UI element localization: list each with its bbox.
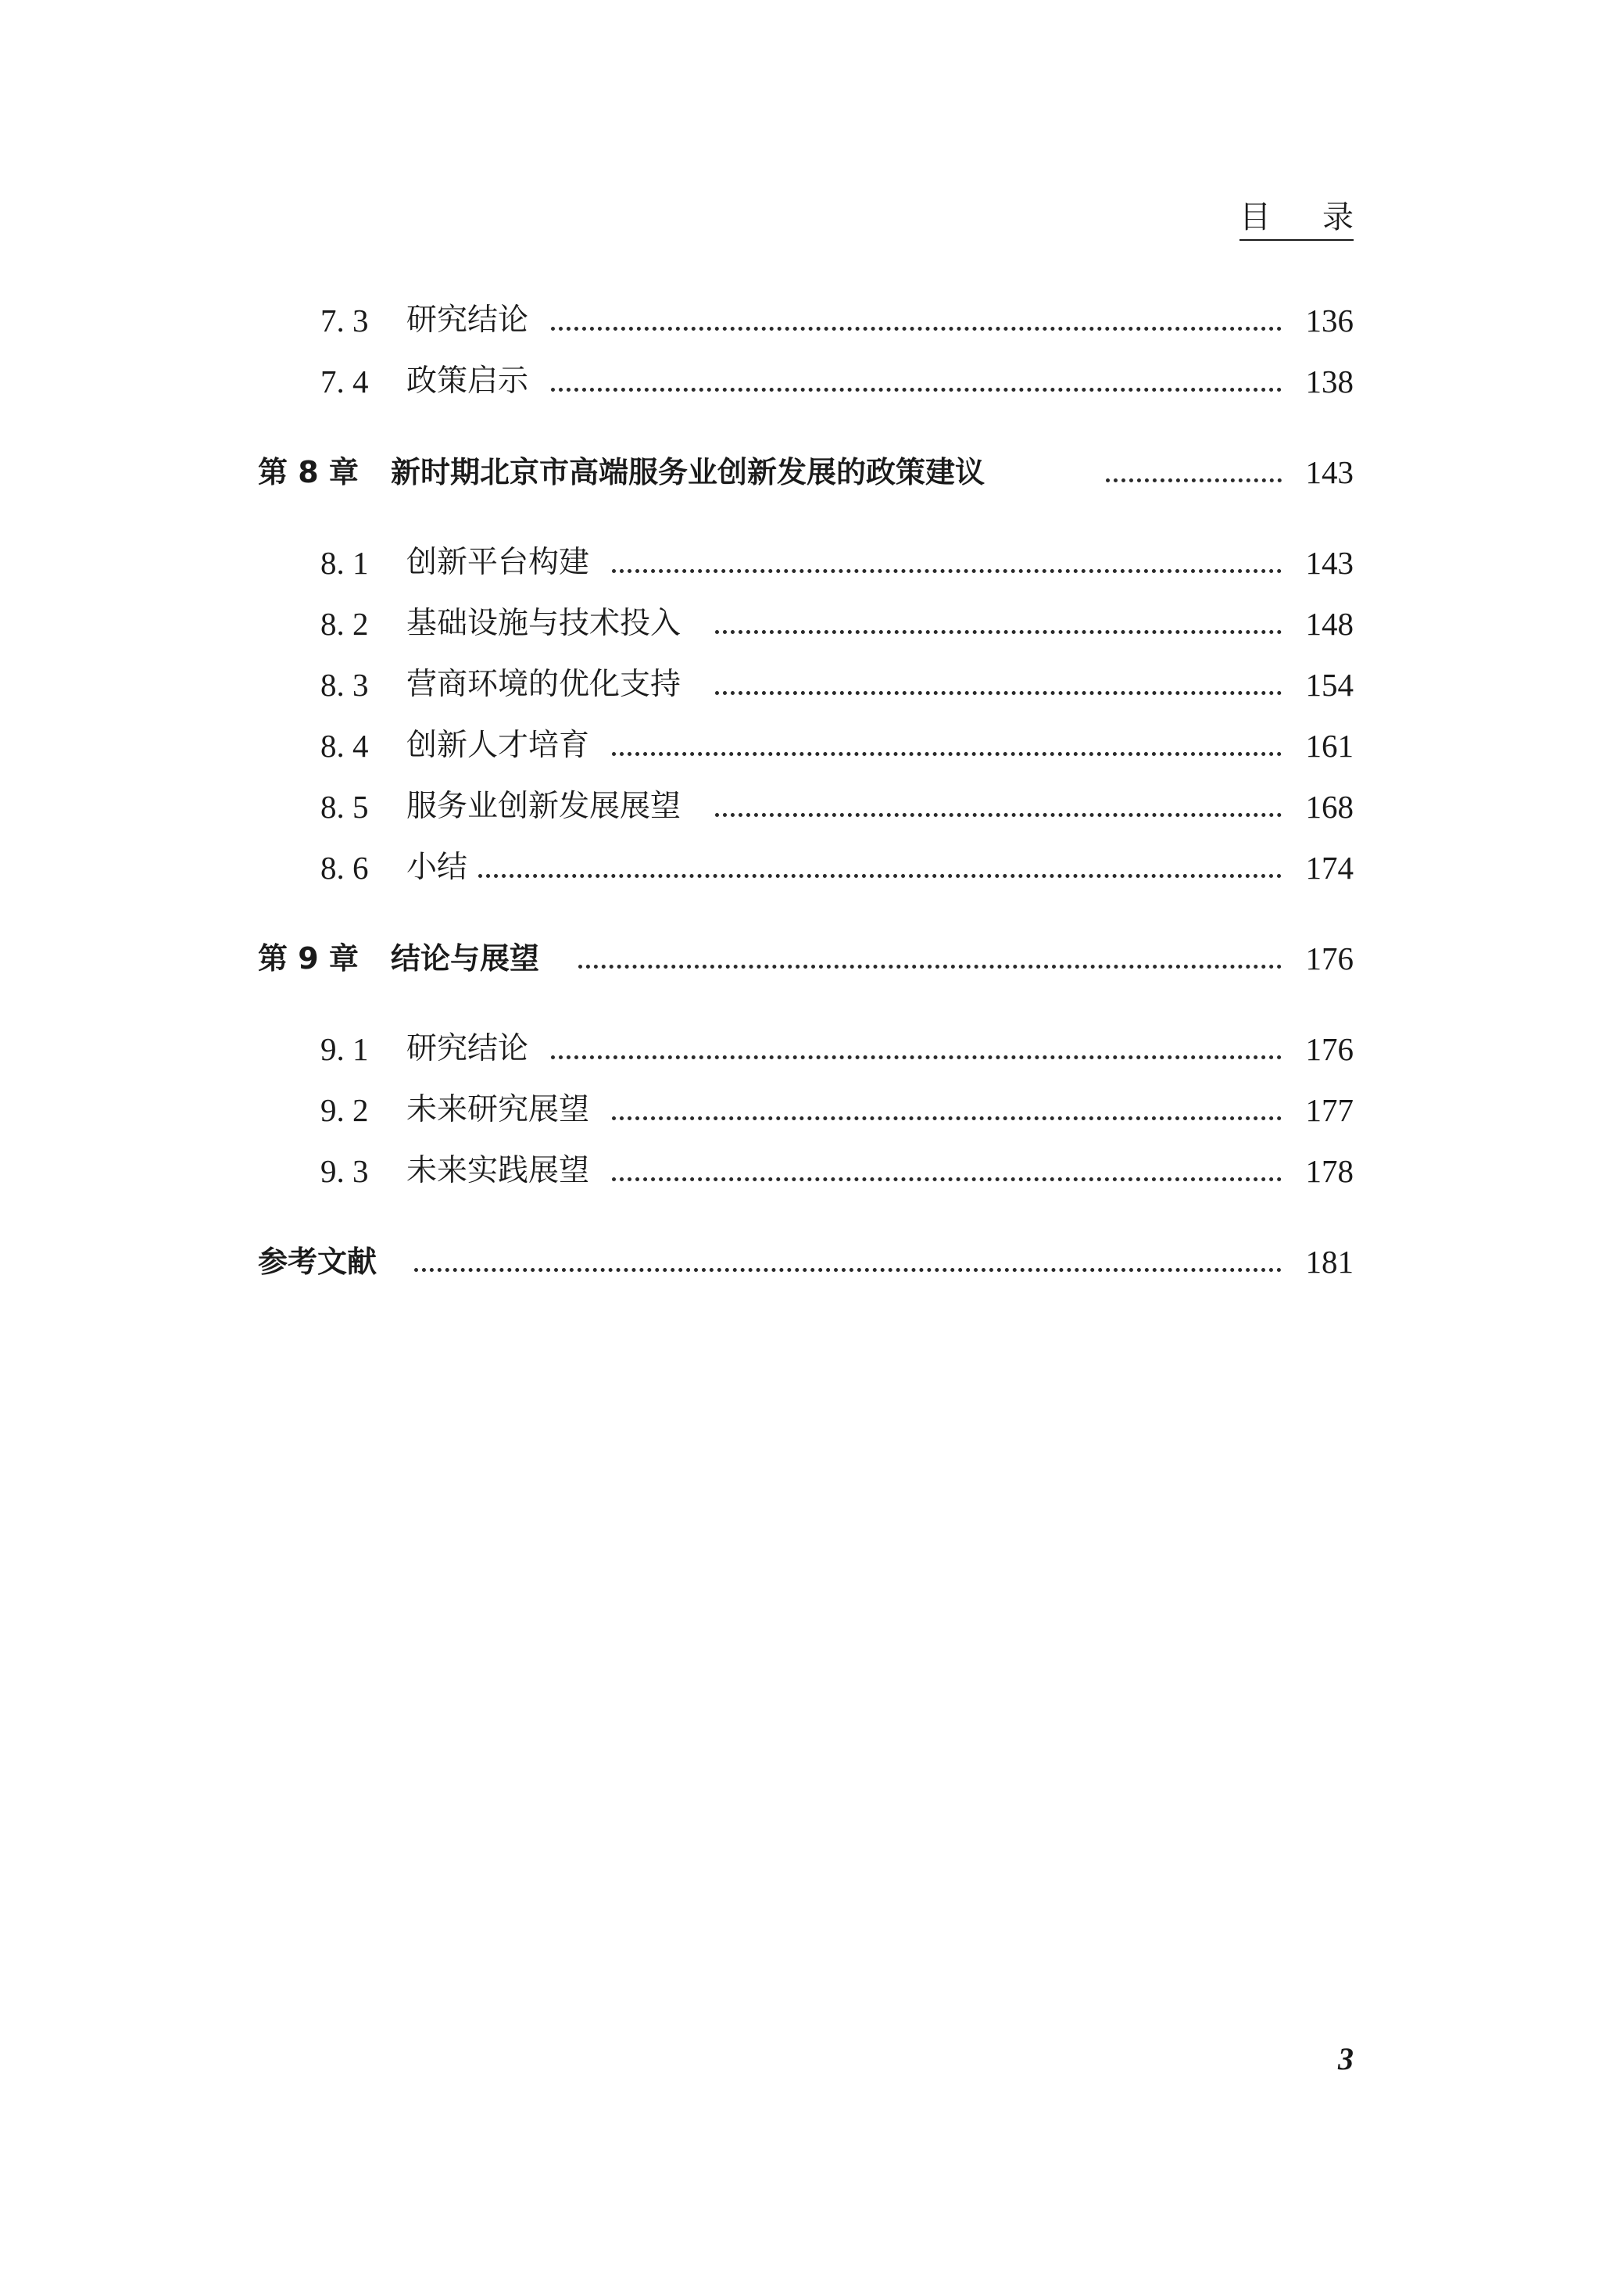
toc-entry-8-5[interactable] (0, 783, 1624, 830)
section-title: 政策启示 (406, 364, 529, 399)
section-title: 未来研究展望 (406, 1092, 590, 1127)
section-title: 未来实践展望 (406, 1153, 590, 1188)
dot-leader (578, 922, 1282, 969)
section-title: 服务业创新发展展望 (406, 789, 681, 824)
section-number: 8. 5 (320, 789, 369, 825)
page-folio: 3 (1338, 2041, 1354, 2076)
page-number: 154 (1305, 667, 1354, 703)
page-number: 143 (1305, 545, 1354, 581)
page-number: 168 (1305, 789, 1354, 825)
chapter-title: 新时期北京市高端服务业创新发展的政策建议 (391, 455, 985, 489)
section-title: 创新平台构建 (406, 545, 590, 580)
toc-chapter-8[interactable] (0, 449, 1624, 496)
dot-leader (612, 709, 1282, 756)
dot-leader (551, 284, 1282, 331)
page-number: 177 (1305, 1092, 1354, 1128)
section-number: 8. 1 (320, 545, 369, 581)
section-number: 9. 2 (320, 1092, 369, 1128)
toc-entry-8-4[interactable] (0, 722, 1624, 769)
toc-entry-7-4[interactable] (0, 358, 1624, 405)
dot-leader (612, 526, 1282, 573)
dot-leader (1106, 435, 1282, 482)
toc-entry-9-2[interactable] (0, 1087, 1624, 1134)
page-number: 181 (1305, 1244, 1354, 1280)
references-title: 参考文献 (258, 1245, 377, 1279)
chapter-number: 第 8 章 (258, 455, 359, 489)
section-title: 研究结论 (406, 1031, 529, 1066)
toc-chapter-9[interactable] (0, 935, 1624, 982)
running-head-right: 录 (1322, 199, 1354, 235)
running-head-left: 目 (1239, 199, 1271, 235)
section-title: 营商环境的优化支持 (406, 667, 681, 702)
page-number: 136 (1305, 303, 1354, 339)
dot-leader (612, 1134, 1282, 1181)
dot-leader (715, 648, 1282, 695)
toc-entry-9-1[interactable] (0, 1026, 1624, 1073)
page-number: 174 (1305, 850, 1354, 886)
chapter-title: 结论与展望 (391, 941, 540, 976)
dot-leader (551, 345, 1282, 392)
section-number: 7. 4 (320, 364, 369, 399)
section-number: 8. 2 (320, 606, 369, 642)
page-number: 176 (1305, 1031, 1354, 1067)
dot-leader (612, 1073, 1282, 1120)
dot-leader (715, 587, 1282, 634)
toc-entry-7-3[interactable] (0, 297, 1624, 344)
page-number: 138 (1305, 364, 1354, 399)
section-number: 8. 4 (320, 728, 369, 764)
dot-leader (478, 831, 1282, 878)
section-number: 8. 3 (320, 667, 369, 703)
toc-entry-8-1[interactable] (0, 539, 1624, 586)
running-head (1239, 195, 1354, 241)
page-number: 176 (1305, 940, 1354, 976)
section-number: 9. 1 (320, 1031, 369, 1067)
section-title: 研究结论 (406, 303, 529, 338)
dot-leader (551, 1012, 1282, 1059)
toc-entry-9-3[interactable] (0, 1148, 1624, 1195)
chapter-number: 第 9 章 (258, 941, 359, 976)
page-number: 143 (1305, 454, 1354, 490)
dot-leader (715, 770, 1282, 817)
section-number: 9. 3 (320, 1153, 369, 1189)
section-title: 小结 (406, 850, 468, 885)
section-title: 创新人才培育 (406, 728, 590, 763)
section-number: 7. 3 (320, 303, 369, 339)
page-number: 148 (1305, 606, 1354, 642)
toc-references[interactable] (0, 1238, 1624, 1285)
toc-entry-8-2[interactable] (0, 600, 1624, 647)
page-number: 161 (1305, 728, 1354, 764)
page-number: 178 (1305, 1153, 1354, 1189)
dot-leader (414, 1225, 1282, 1272)
toc-entry-8-3[interactable] (0, 661, 1624, 708)
section-title: 基础设施与技术投入 (406, 606, 681, 641)
toc-entry-8-6[interactable] (0, 844, 1624, 891)
section-number: 8. 6 (320, 850, 369, 886)
